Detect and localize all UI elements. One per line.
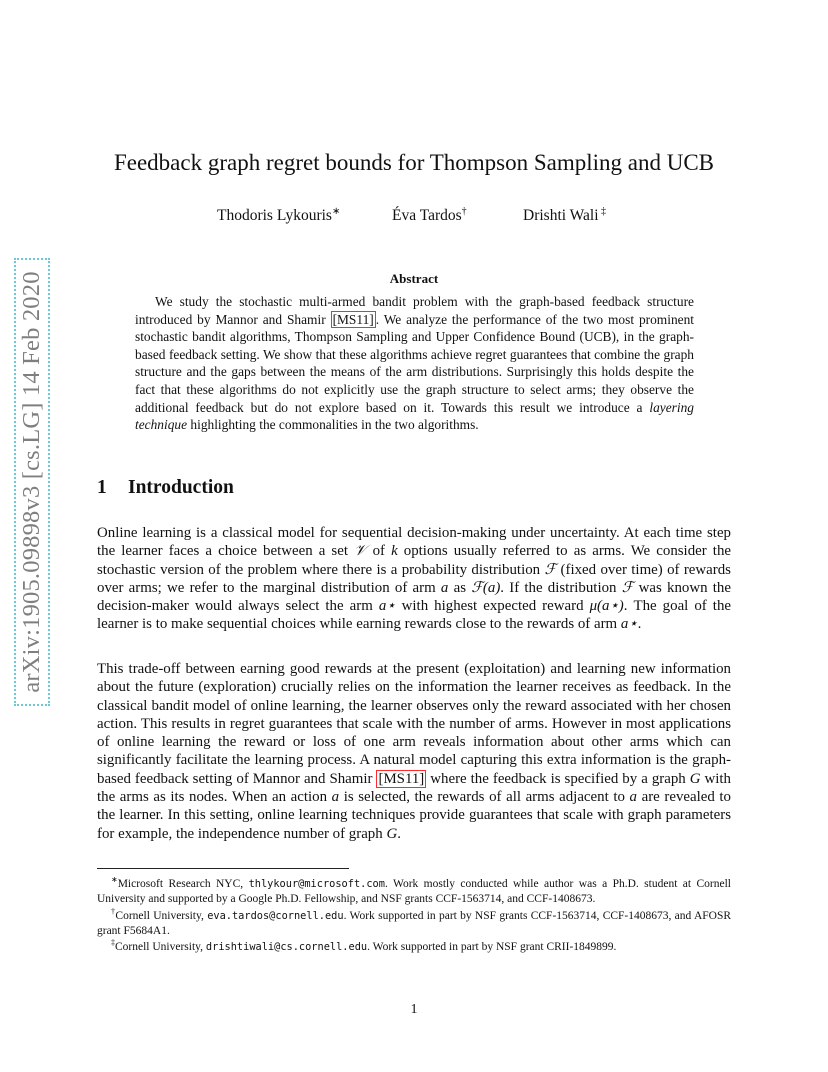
abstract-body: We study the stochastic multi-armed bandit problem with the graph-based feedback structure introduced by Mannor and Shamir [MS11] . We analyze the performance of the two most prominent stochastic bandit algorithms, Thompson Sampling and Upper Confidence Bound (UCB), in the graph-based feedback setting. We show that these algorithms achieve regret guarantees that combine the graph structure and the gaps between the means of the arm distributions. Surprisingly this holds despite the fact that these algorithms do not explicitly use the graph structure to select arms; they observe the additional feedback but do not explore based on it. Towards this result we introduce a layering technique highlighting the commonalities in the two algorithms.	[135, 294, 694, 433]
footnote-3: ‡Cornell University, drishtiwali@cs.cornell.edu. Work supported in part by NSF grant CRII-1849899.	[111, 938, 617, 953]
email-link[interactable]: drishtiwali@cs.cornell.edu	[205, 940, 368, 953]
email-link[interactable]: eva.tardos@cornell.edu	[207, 909, 344, 922]
intro-paragraph-2: This trade-off between earning good rewards at the present (exploitation) and learning new information about the future (exploration) crucially relies on the information the learner receives as feedback. In the classical bandit model of online learning, the learner observes only the reward associated with her chosen action. This results in regret guarantees that scale with the number of arms. However in most applications of online learning the reward or loss of one arm reveals information about other arms which can significantly facilitate the learning process. A natural model capturing this extra information is the graph-based feedback setting of Mannor and Shamir [MS11] where the feedback is specified by a graph G with the arms as its nodes. When an action a is selected, the rewards of all arms adjacent to a are revealed to the learner. In this setting, online learning techniques provide guarantees that scale with graph parameters for example, the independence number of graph G.	[97, 661, 731, 842]
footnote-1: ∗Microsoft Research NYC, thlykour@microsoft.com. Work mostly conducted while author was a Ph.D. student at Cornell University and supported by a Google Ph.D. Fellowship, and NSF grants CCF-1563714, and CCF-1408673.	[97, 875, 731, 906]
arxiv-stamp-text: arXiv:1905.09898v3 [cs.LG] 14 Feb 2020	[18, 271, 45, 693]
abstract-heading: Abstract	[389, 271, 439, 286]
paper-title: Feedback graph regret bounds for Thompson Sampling and UCB	[113, 150, 715, 175]
author-1: Thodoris Lykouris∗	[217, 206, 341, 225]
footnote-rule	[97, 868, 349, 869]
section-heading: 1 Introduction	[97, 477, 234, 498]
author-3: Drishti Wali ‡	[523, 206, 607, 225]
page-number: 1	[410, 1002, 418, 1017]
arxiv-stamp[interactable]	[14, 258, 50, 706]
author-2: Éva Tardos†	[392, 206, 467, 225]
citation-link[interactable]: [MS11]	[378, 770, 425, 787]
email-link[interactable]: thlykour@microsoft.com	[248, 877, 385, 890]
citation-link[interactable]: [MS11]	[332, 311, 374, 327]
author-list	[0, 206, 828, 228]
intro-paragraph-1: Online learning is a classical model for sequential decision-making under uncertainty. At each time step the learner faces a choice between a set 𝒱 of k options usually referred to as arms. We consider the stochastic version of the problem where there is a probability distribution ℱ (fixed over time) of rewards over arms; we refer to the marginal distribution of arm a as ℱ(a). If the distribution ℱ was known the decision-maker would always select the arm a⋆ with highest expected reward μ(a⋆). The goal of the learner is to make sequential choices while earning rewards close to the rewards of arm a⋆.	[97, 525, 731, 633]
footnote-2: †Cornell University, eva.tardos@cornell.edu. Work supported in part by NSF grants CCF-1563714, CCF-1408673, and AFOSR grant F5684A1.	[97, 907, 732, 938]
